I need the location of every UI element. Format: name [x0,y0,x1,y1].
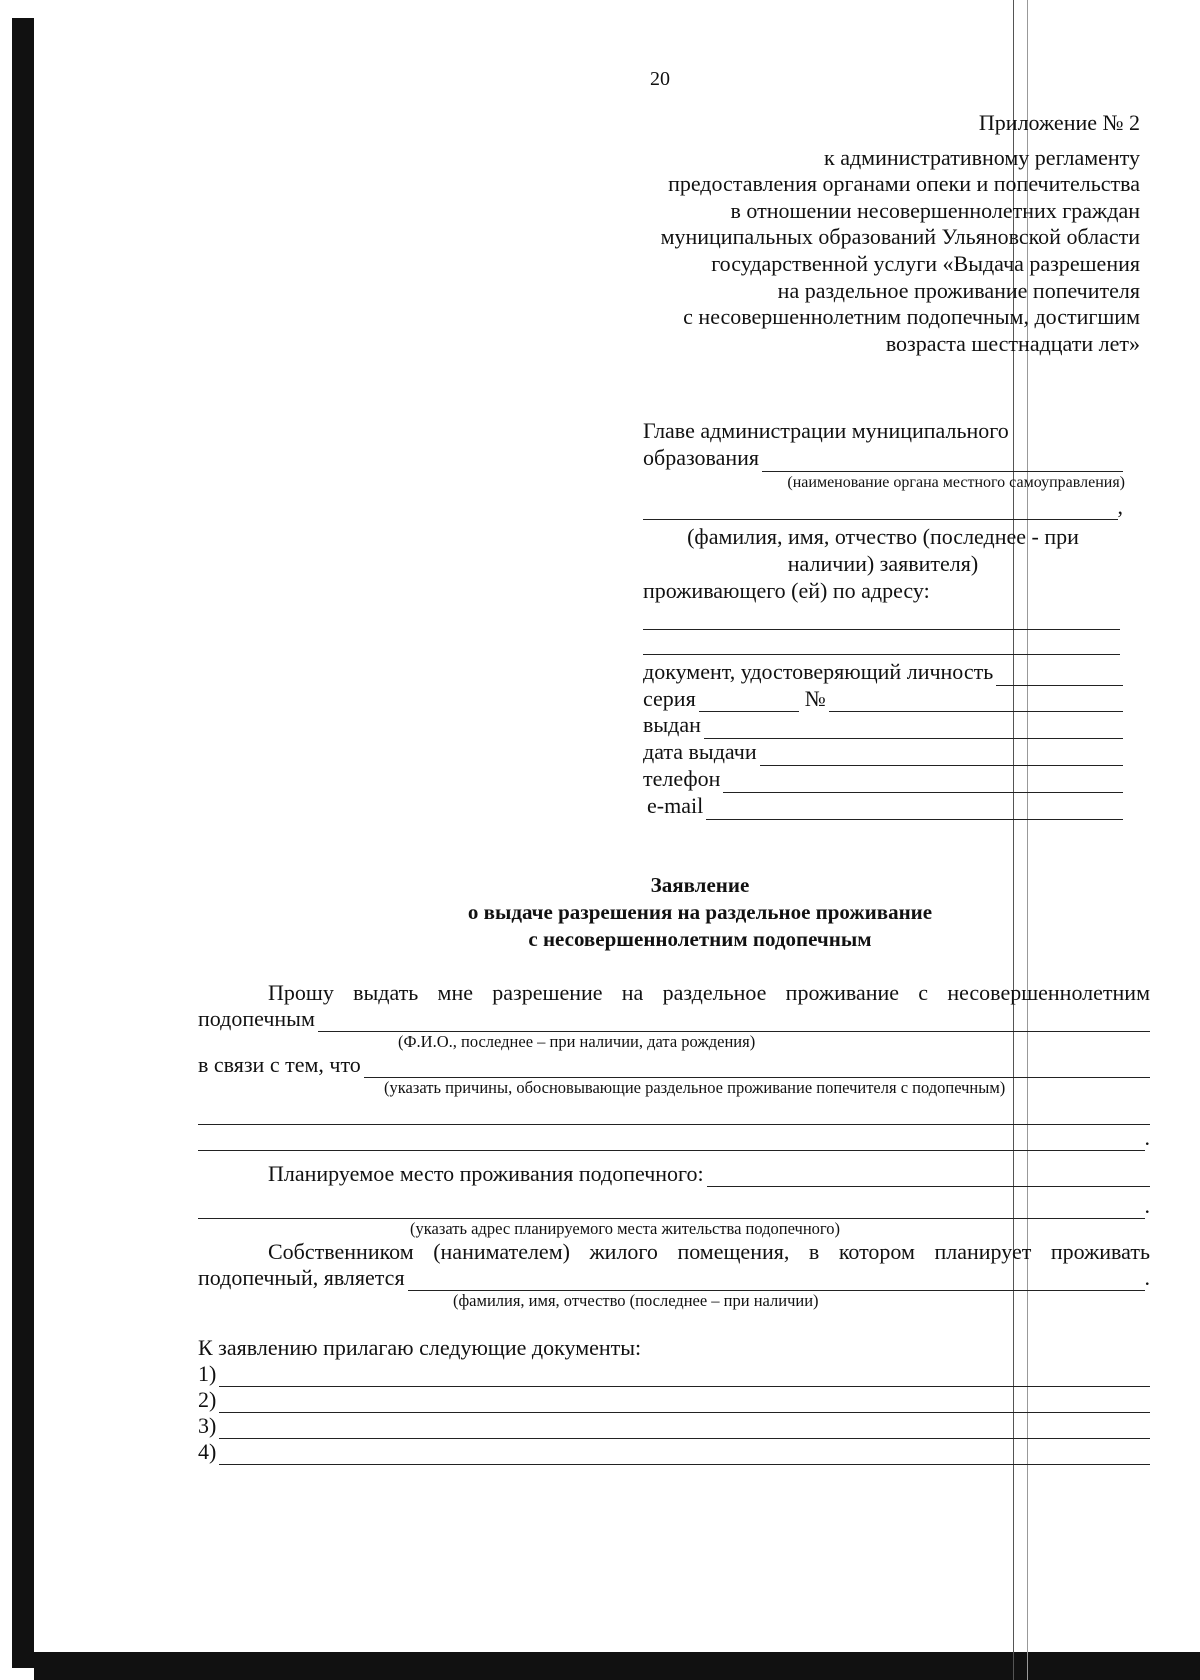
reason-field[interactable] [364,1057,1150,1078]
hint-ward: (Ф.И.О., последнее – при наличии, дата рождения) [398,1032,756,1051]
series-field[interactable] [699,691,799,712]
address-field-2[interactable] [643,630,1120,655]
phone-field[interactable] [723,772,1123,793]
scan-edge-bottom [34,1652,1200,1680]
issue-date-label: дата выдачи [643,739,757,765]
hint-applicant: (фамилия, имя, отчество (последнее - при [687,524,1079,550]
request-paragraph: Прошу выдать мне разрешение на раздельное проживание с несовершеннолетним [268,980,1150,1005]
email-field[interactable] [706,799,1123,820]
period: . [1144,1265,1150,1290]
scan-edge-left [12,18,34,1668]
annex-line: муниципальных образований Ульяновской области [660,224,1140,250]
comma: , [1117,493,1123,519]
authority-name-field[interactable] [762,451,1123,472]
addressee-label: образования [643,444,760,470]
addressee-block [643,418,1123,820]
attachment-field[interactable] [219,1418,1150,1439]
owner-name-field[interactable] [408,1270,1145,1291]
period: . [1144,1193,1150,1218]
annex-line: предоставления органами опеки и попечительства [668,171,1140,197]
applicant-name-field[interactable] [643,499,1118,520]
attachment-field[interactable] [219,1444,1150,1465]
annex-line: к административному регламенту [824,144,1140,170]
period: . [1144,1125,1150,1150]
page-number: 20 [650,68,670,90]
email-label: e-mail [647,792,704,818]
residing-label: проживающего (ей) по адресу: [643,577,930,603]
title-line: о выдаче разрешения на раздельное проживание [467,899,933,924]
annex-header [540,110,1140,357]
annex-title: Приложение № 2 [978,110,1140,135]
id-doc-field[interactable] [996,665,1123,686]
owner-paragraph: Собственником (нанимателем) жилого помещения, в котором планирует проживать [268,1239,1150,1264]
phone-label: телефон [643,765,721,791]
reason-field-3[interactable] [198,1130,1145,1151]
planned-address-field-2[interactable] [198,1198,1145,1219]
annex-line: государственной услуги «Выдача разрешения [711,250,1140,276]
title-line: Заявление [650,873,750,897]
reason-label: в связи с тем, что [198,1052,361,1077]
attachments-label: К заявлению прилагаю следующие документы: [198,1335,642,1360]
issued-field[interactable] [704,718,1123,739]
document-title [200,872,1200,952]
ward-name-field[interactable] [318,1011,1150,1032]
number-field[interactable] [829,691,1123,712]
owner-label: подопечный, является [198,1265,405,1290]
hint-owner: (фамилия, имя, отчество (последнее – при наличии) [453,1291,819,1310]
addressee-line: Главе администрации муниципального [643,418,1009,443]
address-field-1[interactable] [643,605,1120,630]
hint-applicant-cont: наличии) заявителя) [787,551,979,577]
hint-reason: (указать причины, обосновывающие раздельное проживание попечителя с подопечным) [384,1078,1006,1097]
annex-line: с несовершеннолетним подопечным, достигшим [683,304,1140,330]
number-label: № [804,685,826,711]
attachment-index: 1) [198,1361,217,1386]
planned-address-field[interactable] [707,1166,1150,1187]
hint-address: (указать адрес планируемого места жительства подопечного) [410,1219,841,1238]
id-doc-label: документ, удостоверяющий личность [643,658,994,684]
attachment-field[interactable] [219,1366,1150,1387]
reason-field-2[interactable] [198,1098,1150,1125]
application-body [198,980,1150,1465]
annex-line: на раздельное проживание попечителя [777,277,1140,303]
annex-line: возраста шестнадцати лет» [885,330,1140,356]
attachment-index: 3) [198,1413,217,1438]
attachment-index: 2) [198,1387,217,1412]
annex-line: в отношении несовершеннолетних граждан [730,197,1140,223]
series-label: серия [643,685,696,711]
title-line: с несовершеннолетним подопечным [528,926,872,951]
ward-label: подопечным [198,1006,315,1031]
attachment-field[interactable] [219,1392,1150,1413]
issued-label: выдан [643,712,701,738]
hint-authority: (наименование органа местного самоуправления) [787,473,1125,491]
issue-date-field[interactable] [760,745,1123,766]
attachment-index: 4) [198,1439,217,1464]
planned-label: Планируемое место проживания подопечного: [268,1161,704,1186]
